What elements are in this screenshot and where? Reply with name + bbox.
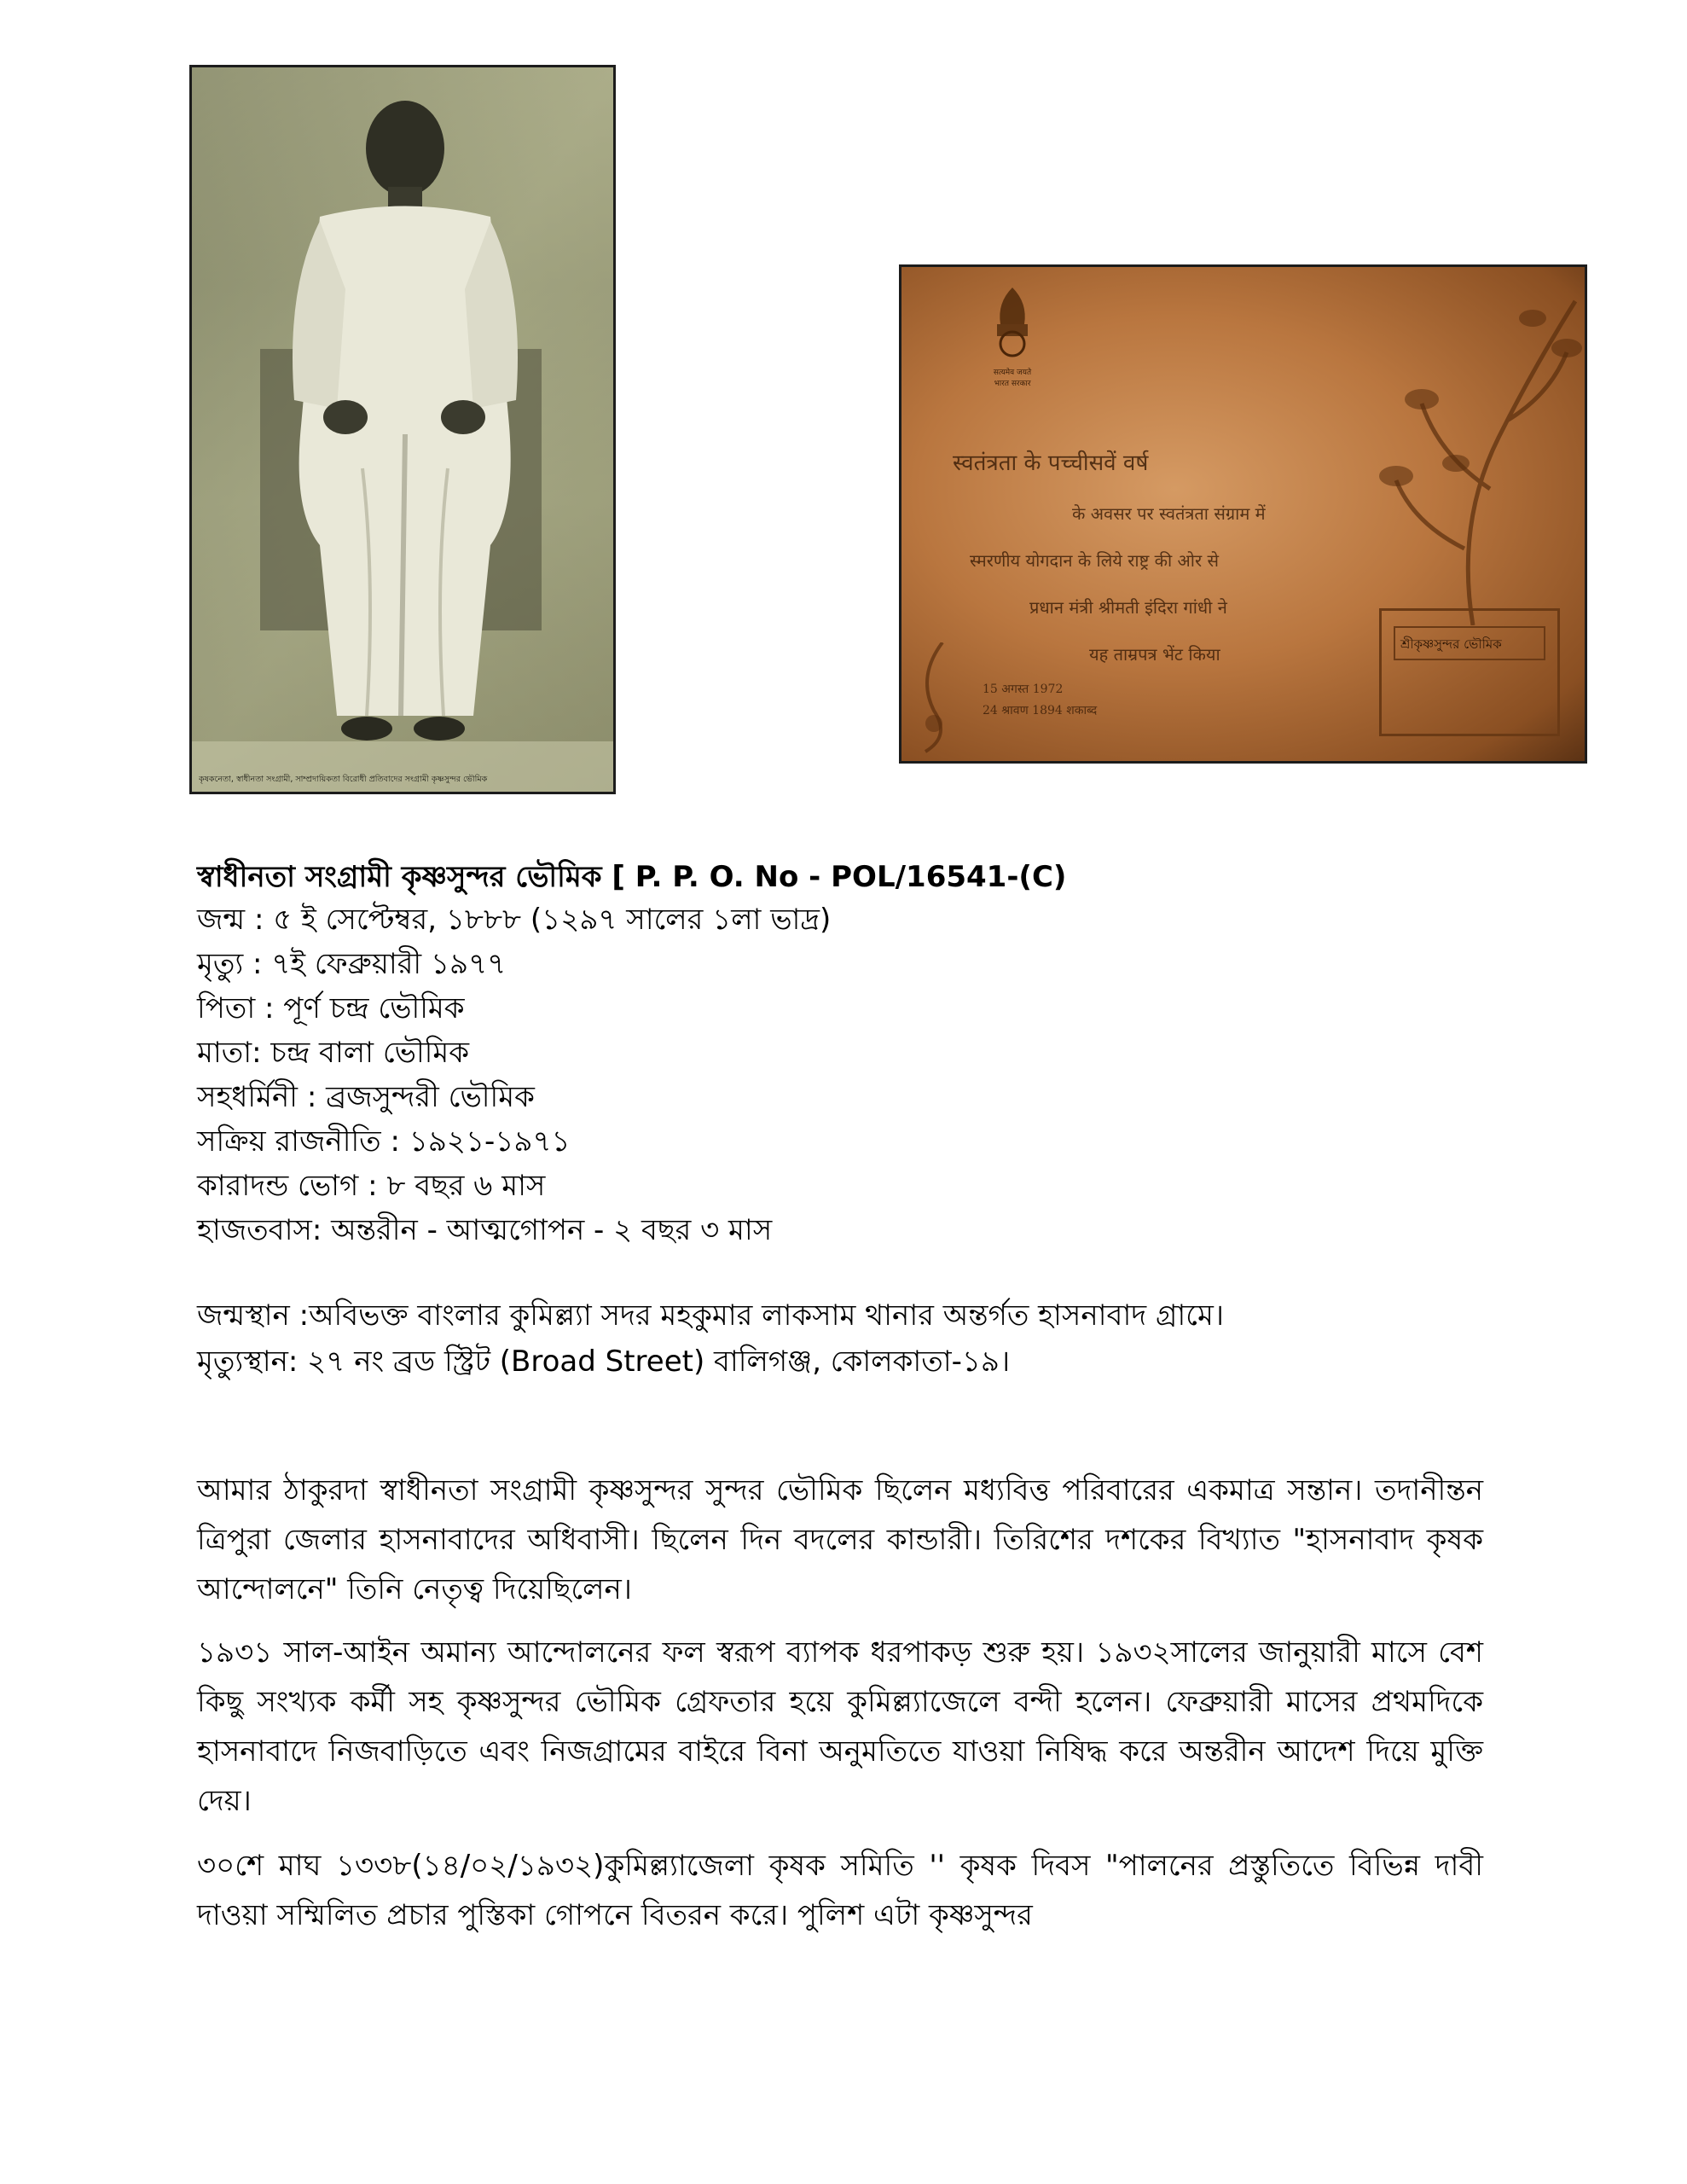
- bio-fact: হাজতবাস: অন্তরীন - আত্মগোপন - ২ বছর ৩ মাস: [197, 1213, 773, 1247]
- floral-ornament-icon: [1362, 267, 1584, 625]
- bio-fact: সক্রিয় রাজনীতি : ১৯২১-১৯৭১: [197, 1124, 571, 1159]
- bio-fact: সহধর্মিনী : ব্রজসুন্দরী ভৌমিক: [197, 1080, 535, 1114]
- page-title: স্বাধীনতা সংগ্রামী কৃষ্ণসুন্দর ভৌমিক [ P. P. O. No - POL/16541-(C): [197, 860, 1067, 894]
- body-paragraph: ৩০শে মাঘ ১৩৩৮(১৪/০২/১৯৩২)কুমিল্ল্যাজেলা কৃষক সমিতি '' কৃষক দিবস "পালনের প্রস্তুতিতে বিভিন্ন দাবী দাওয়া সম্মিলিত প্রচার পুস্তিকা গোপনে বিতরন করে। পুলিশ এটা কৃষ্ণসুন্দর: [197, 1849, 1483, 1932]
- body-paragraph: ১৯৩১ সাল-আইন অমান্য আন্দোলনের ফল স্বরূপ ব্যাপক ধরপাকড় শুরু হয়। ১৯৩২সালের জানুয়ারী মাসে বেশ কিছু সংখ্যক কর্মী সহ কৃষ্ণসুন্দর ভৌমিক গ্রেফতার হয়ে কুমিল্ল্যাজেলে বন্দী হলেন। ফেব্রুয়ারী মাসের প্রথমদিকে হাসনাবাদে নিজবাড়িতে এবং নিজগ্রামের বাইরে বিনা অনুমতিতে যাওয়া নিষিদ্ধ করে অন্তরীন আদেশ দিয়ে মুক্তি দেয়।: [197, 1635, 1483, 1818]
- emblem-motto: सत्यमेव जयते: [993, 369, 1032, 377]
- plaque-line: स्मरणीय योगदान के लिये राष्ट्र की ओर से: [970, 550, 1220, 571]
- plaque-line: प्रधान मंत्री श्रीमती इंदिरा गांधी ने: [1029, 597, 1227, 618]
- plaque-line: यह ताम्रपत्र भेंट किया: [1089, 644, 1220, 665]
- deathplace-line: মৃত্যুস্থান: ২৭ নং ব্রড স্ট্রিট (Broad Street) বালিগঞ্জ, কোলকাতা-১৯।: [197, 1345, 1011, 1379]
- photo-caption: কৃষকনেতা, স্বাধীনতা সংগ্রামী, সাম্প্রদায়িকতা বিরোধী প্রতিবাদের সংগ্রামী কৃষ্ণসুন্দর ভৌমিক: [199, 775, 488, 784]
- plaque-line: के अवसर पर स्वतंत्रता संग्राम में: [1072, 503, 1266, 524]
- portrait-photo: [189, 65, 616, 794]
- emblem-subtitle: भारत सरकार: [994, 380, 1031, 388]
- plaque-date: 24 श्रावण 1894 शकाब्द: [983, 704, 1098, 717]
- corner-ornament-icon: [908, 642, 968, 753]
- bio-fact: পিতা : পূর্ণ চন্দ্র ভৌমিক: [197, 991, 465, 1025]
- plaque-line: स्वतंत्रता के पच्चीसवें वर्ष: [953, 450, 1149, 476]
- bio-fact: কারাদন্ড ভোগ : ৮ বছর ৬ মাস: [197, 1169, 546, 1203]
- bio-fact: জন্ম : ৫ ই সেপ্টেম্বর, ১৮৮৮ (১২৯৭ সালের ১লা ভাদ্র): [197, 903, 832, 937]
- name-plate-label: শ্রীকৃষ্ণসুন্দর ভৌমিক: [1394, 626, 1545, 660]
- name-plate-frame: [1379, 608, 1560, 736]
- bio-fact: মৃত্যু : ৭ই ফেব্রুয়ারী ১৯৭৭: [197, 947, 507, 981]
- portrait-figure: [192, 67, 613, 792]
- plaque-date: 15 अगस्त 1972: [983, 682, 1064, 696]
- body-paragraph: আমার ঠাকুরদা স্বাধীনতা সংগ্রামী কৃষ্ণসুন্দর সুন্দর ভৌমিক ছিলেন মধ্যবিত্ত পরিবারের একমাত্র সন্তান। তদানীন্তন ত্রিপুরা জেলার হাসনাবাদের অধিবাসী। ছিলেন দিন বদলের কান্ডারী। তিরিশের দশকের বিখ্যাত "হাসনাবাদ কৃষক আন্দোলনে" তিনি নেতৃত্ব দিয়েছিলেন।: [197, 1473, 1483, 1606]
- copper-plaque-photo: [899, 264, 1587, 764]
- national-emblem-icon: [978, 277, 1046, 388]
- birthplace-line: জন্মস্থান :অবিভক্ত বাংলার কুমিল্ল্যা সদর মহকুমার লাকসাম থানার অন্তর্গত হাসনাবাদ গ্রামে।: [197, 1298, 1224, 1333]
- bio-fact: মাতা: চন্দ্র বালা ভৌমিক: [197, 1036, 470, 1070]
